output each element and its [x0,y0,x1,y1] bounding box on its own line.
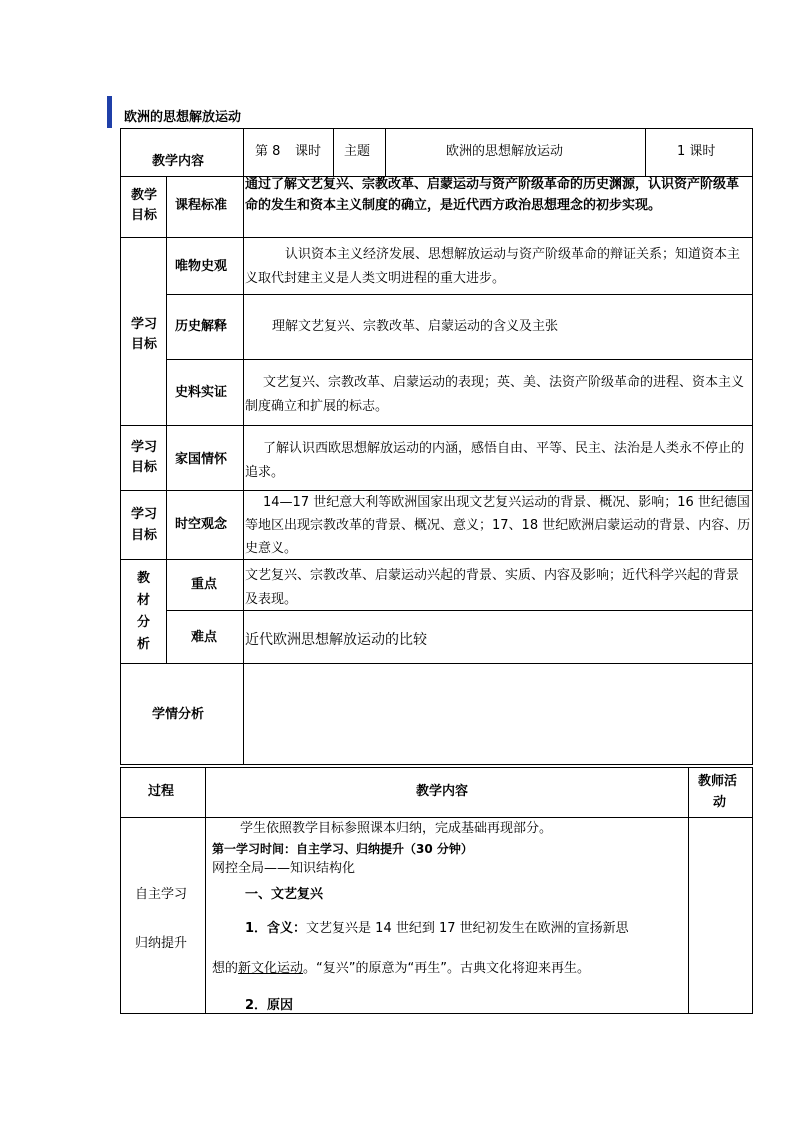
study-goal-label-2: 目标 [131,337,158,352]
key-point-label: 重点 [191,577,218,592]
meaning-text-2a: 想的 [212,961,239,976]
study-goal-label-b2: 目标 [131,460,158,475]
meaning-label: 1．含义： [245,921,307,936]
interpretation-label: 历史解释 [175,319,228,334]
header-accent-bar [107,96,112,128]
difficulty-label: 难点 [191,630,218,645]
learner-analysis-label: 学情分析 [152,707,205,722]
meaning-text-2c: 。“复兴”的原意为“再生”。古典文化将迎来再生。 [303,961,590,976]
topic-value: 欧洲的思想解放运动 [446,144,564,159]
evidence-label: 史料实证 [175,385,228,400]
teaching-content-label: 教学内容 [152,154,205,169]
materialism-label: 唯物史观 [175,259,228,274]
study-goal-label: 学习 [131,317,158,332]
hours-value: 1 课时 [677,144,716,159]
spacetime-label: 时空观念 [175,517,228,532]
evidence-text: 文艺复兴、宗教改革、启蒙运动的表现；英、美、法资产阶级革命的进程、资本主义制度确立和扩展的标志。 [245,375,745,414]
page-title: 欧洲的思想解放运动 [124,110,242,125]
standard-label: 课程标准 [175,198,228,213]
goal-label: 教学 [131,188,158,203]
study-period: 第一学习时间：自主学习、归纳提升（30 分钟） [212,842,473,856]
section-renaissance: 一、文艺复兴 [245,887,324,902]
textbook-label-3: 分 [137,615,151,630]
cause-label: 2．原因 [245,998,294,1013]
textbook-label-4: 析 [137,637,151,652]
textbook-label-2: 材 [137,593,151,608]
key-point-text: 文艺复兴、宗教改革、启蒙运动兴起的背景、实质、内容及影响；近代科学兴起的背景及表现。 [245,568,740,607]
patriotism-text: 了解认识西欧思想解放运动的内涵，感悟自由、平等、民主、法治是人类永不停止的追求。 [245,441,745,480]
meaning-line-2 [212,959,590,979]
lesson-number: 第 8 [255,144,281,159]
new-culture-movement: 新文化运动 [238,961,304,976]
meaning-line-1 [245,919,629,939]
lesson-unit: 课时 [295,144,322,159]
interpretation-text: 理解文艺复兴、宗教改革、启蒙运动的含义及主张 [272,319,559,334]
topic-label: 主题 [344,144,371,159]
study-goal-label-c: 学习 [131,507,158,522]
study-goal-label-c2: 目标 [131,528,158,543]
overview-text: 网控全局——知识结构化 [212,861,356,876]
intro-text: 学生依照教学目标参照课本归纳，完成基础再现部分。 [240,821,553,836]
meaning-text: 文艺复兴是 14 世纪到 17 世纪初发生在欧洲的宣扬新思 [306,921,629,936]
teacher-activity-header-2: 动 [713,795,727,810]
spacetime-text: 14—17 世纪意大利等欧洲国家出现文艺复兴运动的背景、概况、影响；16 世纪德国等地区出现宗教改革的背景、概况、意义；17、18 世纪欧洲启蒙运动的背景、内容、历史意义。 [245,495,751,556]
patriotism-label: 家国情怀 [175,452,228,467]
teacher-activity-header: 教师活 [698,774,738,789]
induction-label: 归纳提升 [135,936,188,951]
content-header: 教学内容 [416,784,469,799]
goal-label-2: 目标 [131,208,158,223]
study-goal-label-b: 学习 [131,440,158,455]
standard-text: 通过了解文艺复兴、宗教改革、启蒙运动与资产阶级革命的历史渊源，认识资产阶级革命的发生和资本主义制度的确立，是近代西方政治思想理念的初步实现。 [245,177,740,213]
textbook-label-1: 教 [137,571,151,586]
difficulty-text: 近代欧洲思想解放运动的比较 [245,632,427,648]
materialism-text: 认识资本主义经济发展、思想解放运动与资产阶级革命的辩证关系；知道资本主义取代封建主义是人类文明进程的重大进步。 [245,247,741,286]
self-study-label: 自主学习 [135,887,188,902]
process-header: 过程 [148,784,175,799]
